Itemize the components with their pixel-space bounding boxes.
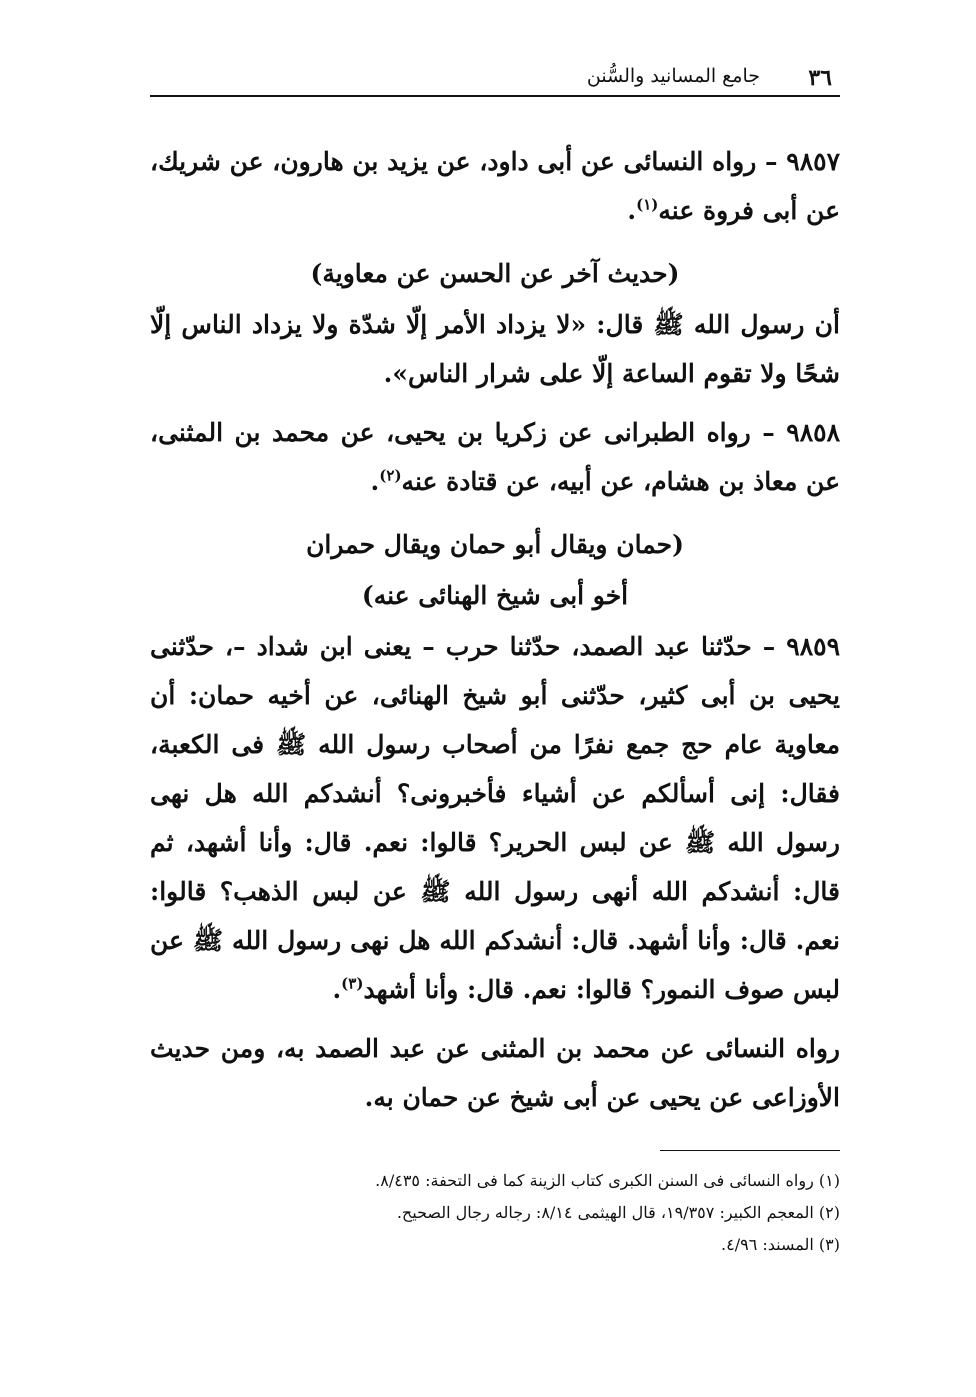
footnote-ref-3: (٣) [341,974,364,993]
hadith-9858-text: ٩٨٥٨ – رواه الطبرانى عن زكريا بن يحيى، عن محمد بن المثنى، عن معاذ بن هشام، عن أبيه، عن قتادة عنه [150,418,840,496]
page-header [150,55,840,95]
section-heading-2-line-1: (حمان ويقال أبو حمان ويقال حمران [306,530,684,559]
footnote-3: (٣) المسند: ٤/٩٦. [721,1235,840,1254]
running-title: جامع المسانيد والسُّنن [586,65,760,87]
book-page [150,55,840,1261]
hadith-9859-text: ٩٨٥٩ – حدّثنا عبد الصمد، حدّثنا حرب – يعنى ابن شداد –، حدّثنى يحيى بن أبى كثير، حدّثنى أبو شيخ الهنائى، عن أخيه حمان: أن معاوية عام حج جمع نفرًا من أصحاب رسول الله ﷺ فى الكعبة، فقال: إنى أسألكم عن أشياء فأخبرونى؟ أنشدكم الله هل نهى رسول الله ﷺ عن لبس الحرير؟ قالوا: نعم. قال: وأنا أشهد، ثم قال: أنشدكم الله أنهى رسول الله ﷺ عن لبس الذهب؟ قالوا: نعم. قال: وأنا أشهد. قال: أنشدكم الله هل نهى رسول الله ﷺ عن لبس صوف النمور؟ قالوا: نعم. قال: وأنا أشهد [150,632,840,1004]
page-number: ٣٦ [808,65,832,91]
hadith-9858: ٩٨٥٨ – رواه الطبرانى عن زكريا بن يحيى، عن محمد بن المثنى، عن معاذ بن هشام، عن أبيه، عن قتادة عنه$^{(٢)}$. [150,418,840,496]
footnote-2: (٢) المعجم الكبير: ١٩/٣٥٧، قال الهيثمى ٨/١٤: رجاله رجال الصحيح. [396,1203,840,1222]
hadith-9859: ٩٨٥٩ – حدّثنا عبد الصمد، حدّثنا حرب – يعنى ابن شداد –، حدّثنى يحيى بن أبى كثير، حدّثنى أبو شيخ الهنائى، عن أخيه حمان: أن معاوية عام حج جمع نفرًا من أصحاب رسول الله ﷺ فى الكعبة، فقال: إنى أسألكم عن أشياء فأخبرونى؟ أنشدكم الله هل نهى رسول الله ﷺ عن لبس الحرير؟ قالوا: نعم. قال: وأنا أشهد، ثم قال: أنشدكم الله أنهى رسول الله ﷺ عن لبس الذهب؟ قالوا: نعم. قال: وأنا أشهد. قال: أنشدكم الله هل نهى رسول الله ﷺ عن لبس صوف النمور؟ قالوا: نعم. قال: وأنا أشهد$^{(٣)}$. [150,632,840,1004]
hadith-text-muawiya: أن رسول الله ﷺ قال: «لا يزداد الأمر إلّا شدّة ولا يزداد الناس إلّا شحًا ولا تقوم الساعة إلّا على شرار الناس». [150,310,840,388]
hadith-9857-text: ٩٨٥٧ – رواه النسائى عن أبى داود، عن يزيد بن هارون، عن شريك، عن أبى فروة عنه [150,147,840,225]
header-rule [150,95,840,97]
page-body [150,137,840,1122]
section-heading-2-line-2: أخو أبى شيخ الهنائى عنه) [361,581,629,610]
hadith-9859-attribution: رواه النسائى عن محمد بن المثنى عن عبد الصمد به، ومن حديث الأوزاعى عن يحيى عن أبى شيخ عن حمان به. [150,1034,840,1112]
footnote-1: (١) رواه النسائى فى السنن الكبرى كتاب الزينة كما فى التحفة: ٨/٤٣٥. [375,1171,840,1190]
footnote-rule [660,1150,840,1151]
footnote-ref-1: (١) [636,195,659,214]
hadith-9857: ٩٨٥٧ – رواه النسائى عن أبى داود، عن يزيد بن هارون، عن شريك، عن أبى فروة عنه$^{(١)}$. [150,147,840,225]
footnotes [150,1165,840,1261]
footnote-ref-2: (٢) [379,466,402,485]
section-heading-1: (حديث آخر عن الحسن عن معاوية) [310,259,680,288]
